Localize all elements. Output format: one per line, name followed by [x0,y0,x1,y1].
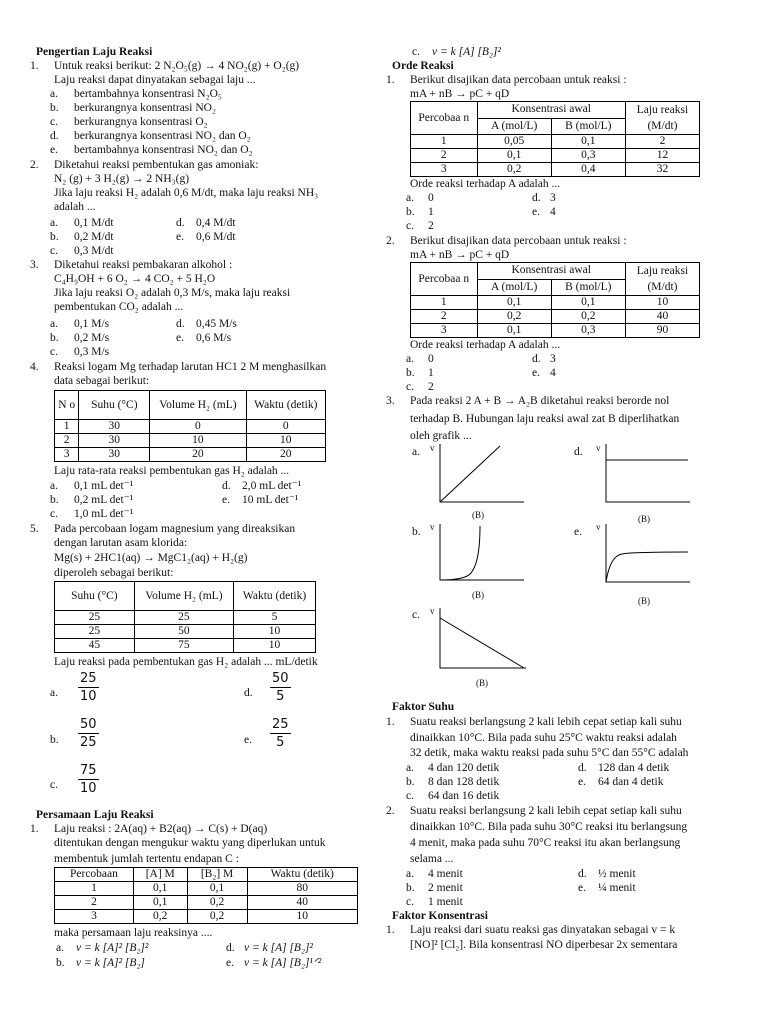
option-label: d. [176,318,185,330]
question-text: terhadap B. Hubungan laju reaksi awal zat B diperlihatkan [410,413,680,425]
table-row [411,324,700,338]
table-header: Laju reaksi (M/dt) [625,263,699,296]
data-table [54,581,316,653]
table-row [55,639,316,653]
question-text: Untuk reaksi berikut: 2 N₂O₅(g) → 4 NO₂(g) + O₂(g) [54,60,300,72]
table-row [55,882,358,896]
table-cell: 0,1 [477,324,551,338]
table-row [55,910,358,924]
section-heading: Pengertian Laju Reaksi [36,46,153,58]
question-text: Diketahui reaksi pembentukan gas amoniak: [54,159,259,171]
question-text: 4 menit, maka pada suhu 70°C reaksi itu akan berlangsung [410,837,681,849]
axis-label: v [596,443,601,453]
table-row [55,420,326,434]
option-label: e. [578,882,586,894]
table-header: Laju reaksi (M/dt) [625,102,699,135]
option-label: a. [406,868,414,880]
option-label: d. [226,942,235,954]
option-label: e. [226,957,234,969]
option-text: 128 dan 4 detik [598,762,670,774]
question-text: Laju reaksi pada pembentukan gas H₂ adalah ... mL/detik [54,656,318,668]
option-label: a. [50,88,58,100]
option-text: 1 [428,367,434,379]
option-text: 0 [428,353,434,365]
numerator: 50 [272,671,289,686]
graph-b [436,524,526,584]
question-text: Orde reaksi terhadap A adalah ... [410,339,561,351]
axis-label: (B) [472,510,484,520]
table-cell: 75 [134,639,233,653]
table-cell: 0,4 [551,163,625,177]
option-label: d. [532,192,541,204]
table-cell: 0,2 [477,310,551,324]
option-label: b. [50,102,59,114]
table-cell: 3 [55,448,79,462]
option-text: v = k [A] [B₂]² [432,46,501,58]
option-text: bertambahnya konsentrasi NO₂ dan O₂ [74,144,253,156]
table-row [55,611,316,625]
axis-label: (B) [638,514,650,524]
question-number: 1. [386,924,395,936]
question-text: Jika laju reaksi H₂ adalah 0,6 M/dt, maka laju reaksi NH₃ [54,187,319,199]
option-text: 1 [428,206,434,218]
table-cell: 32 [625,163,699,177]
table-row [411,163,700,177]
question-number: 1. [30,823,39,835]
table-header-row [55,582,316,611]
axis [606,444,690,502]
table-cell: 0,1 [187,882,247,896]
option-label: b. [56,957,65,969]
table-cell: 30 [79,420,150,434]
option-text: 4 menit [428,868,463,880]
table-header: Waktu (detik) [246,391,325,420]
option-label: c. [50,779,58,791]
section-heading: Faktor Suhu [392,701,455,713]
table-cell: 0,3 [551,149,625,163]
table-cell: 40 [247,896,357,910]
fraction-option [78,670,99,705]
question-text: Suatu reaksi berlangsung 2 kali lebih cepat setiap kali suhu [410,716,682,728]
option-text: berkurangnya konsentrasi NO₂ dan O₂ [74,130,251,142]
table-cell: 0,1 [133,882,187,896]
table-cell: 80 [247,882,357,896]
table-header: N o [55,391,79,420]
question-text: adalah ... [54,201,96,213]
option-text: 0,2 M/dt [74,231,114,243]
option-label: d. [532,353,541,365]
option-label: a. [412,446,420,458]
table-cell: 1 [411,135,478,149]
curve-line [440,446,500,502]
option-text: ½ menit [598,868,636,880]
option-label: d. [578,868,587,880]
option-label: e. [578,776,586,788]
graph-c [436,608,528,672]
data-table [410,101,700,177]
table-header: Waktu (detik) [247,868,357,882]
question-text: Laju rata-rata reaksi pembentukan gas H₂ adalah ... [54,465,290,477]
option-text: 4 [550,367,556,379]
table-cell: 2 [411,149,478,163]
option-label: b. [406,882,415,894]
denominator: 10 [80,689,97,704]
question-text: Laju reaksi dapat dinyatakan sebagai laju ... [54,74,256,86]
table-cell: 0,1 [133,896,187,910]
table-header: [A] M [133,868,187,882]
option-label: c. [50,346,58,358]
question-text: Laju reaksi : 2A(aq) + B2(aq) → C(s) + D(aq) [54,823,268,835]
table-cell: 90 [625,324,699,338]
equation: mA + nB → pC + qD [410,249,510,261]
option-label: d. [574,446,583,458]
table-header: Konsentrasi awal [477,102,625,119]
axis [440,608,526,668]
option-text: 0,3 M/dt [74,245,114,257]
question-text: dinaikkan 10°C. Bila pada suhu 25°C waktu reaksi adalah [410,732,677,744]
table-cell: 25 [55,625,135,639]
table-header-row [55,391,326,420]
question-text: selama ... [410,853,454,865]
axis-label: (B) [472,590,484,600]
graph-a [436,444,526,506]
table-cell: 0 [150,420,246,434]
equation: mA + nB → pC + qD [410,88,510,100]
table-row [55,448,326,462]
fraction-option [270,716,291,751]
option-text: 0,1 mL det⁻¹ [74,480,134,492]
option-text: berkurangnya konsentrasi NO₂ [74,102,216,114]
axis [440,444,524,502]
option-text: 0,6 M/dt [196,231,236,243]
option-text: 3 [550,353,556,365]
option-label: a. [406,192,414,204]
table-row [55,434,326,448]
question-number: 4. [30,361,39,373]
option-text: 2 menit [428,882,463,894]
graph-d [602,444,692,506]
table-row [411,149,700,163]
option-label: e. [176,332,184,344]
curve-line [440,618,524,668]
table-cell: 0,1 [551,135,625,149]
section-heading: Orde Reaksi [392,60,454,72]
table-row [55,896,358,910]
table-row [411,296,700,310]
question-text: dengan larutan asam klorida: [54,537,188,549]
denominator: 10 [80,781,97,796]
table-header: Percobaa n [411,263,478,296]
table-cell: 10 [625,296,699,310]
option-text: 0,2 mL det⁻¹ [74,494,134,506]
question-text: Jika laju reaksi O₂ adalah 0,3 M/s, maka laju reaksi [54,287,291,299]
option-text: 4 dan 120 detik [428,762,500,774]
denominator: 5 [276,689,285,704]
table-header-row [411,102,700,119]
axis-label: v [430,443,435,453]
option-label: a. [406,353,414,365]
equation: Mg(s) + 2HC1(aq) → MgC1₂(aq) + H₂(g) [54,552,248,564]
option-label: b. [50,231,59,243]
option-label: b. [406,206,415,218]
option-text: 2,0 mL det⁻¹ [242,480,302,492]
option-text: 0 [428,192,434,204]
curve-line [606,552,688,582]
table-cell: 40 [625,310,699,324]
question-text: Pada reaksi 2 A + B → A₂B diketahui reaksi berorde nol [410,395,670,407]
option-label: b. [50,494,59,506]
option-text: 1,0 mL det⁻¹ [74,508,134,520]
option-label: e. [176,231,184,243]
option-label: c. [412,609,420,621]
table-cell: 20 [150,448,246,462]
table-cell: 1 [411,296,478,310]
table-header: Percobaa n [411,102,478,135]
question-text: Berikut disajikan data percobaan untuk reaksi : [410,74,627,86]
question-text: Pada percobaan logam magnesium yang direaksikan [54,523,296,535]
question-text: dinaikkan 10°C. Bila pada suhu 30°C reaksi itu berlangsung [410,821,688,833]
table-cell: 12 [625,149,699,163]
question-number: 2. [386,805,395,817]
option-text: 2 [428,220,434,232]
table-cell: 3 [411,163,478,177]
table-cell: 3 [55,910,134,924]
curve-line [440,526,480,580]
option-label: a. [50,480,58,492]
question-number: 3. [386,395,395,407]
option-label: c. [406,790,414,802]
axis-label: v [596,522,601,532]
table-header: Konsentrasi awal [477,263,625,280]
option-text: 0,3 M/s [74,346,110,358]
option-label: e. [222,494,230,506]
table-cell: 0,1 [551,296,625,310]
option-label: b. [412,526,421,538]
option-text: 0,4 M/dt [196,217,236,229]
data-table [54,867,358,924]
option-label: e. [532,367,540,379]
data-table [410,262,700,338]
question-text: Reaksi logam Mg terhadap larutan HC1 2 M menghasilkan [54,361,327,373]
option-text: 64 dan 16 detik [428,790,500,802]
table-cell: 3 [411,324,478,338]
option-label: b. [406,367,415,379]
fraction-option [270,670,291,705]
table-header: Percobaan [55,868,134,882]
question-text: membentuk jumlah tertentu endapan C : [54,853,239,865]
option-label: c. [50,245,58,257]
table-header-row [411,263,700,280]
option-label: a. [50,318,58,330]
option-label: c. [50,116,58,128]
option-text: 0,2 M/s [74,332,110,344]
fraction-option [78,762,99,797]
table-cell: 2 [55,434,79,448]
option-label: b. [50,332,59,344]
option-text: v = k [A] [B₂]¹ᐟ² [244,957,322,969]
option-text: bertambahnya konsentrasi N₂O₅ [74,88,222,100]
denominator: 25 [80,735,97,750]
option-label: b. [50,734,59,746]
option-text: v = k [A] [B₂]² [244,942,313,954]
table-cell: 50 [134,625,233,639]
question-number: 2. [30,159,39,171]
table-cell: 30 [79,434,150,448]
axis-label: (B) [476,678,488,688]
table-cell: 0,3 [551,324,625,338]
table-header: A (mol/L) [477,279,551,296]
option-label: b. [406,776,415,788]
question-text: diperoleh sebagai berikut: [54,567,174,579]
question-text: Diketahui reaksi pembakaran alkohol : [54,259,233,271]
table-cell: 0,2 [187,896,247,910]
table-header: B (mol/L) [551,118,625,135]
option-label: c. [406,220,414,232]
table-cell: 10 [246,434,325,448]
table-row [55,625,316,639]
table-header: Volume H₂ (mL) [150,391,246,420]
option-text: 1 menit [428,896,463,908]
numerator: 25 [272,717,289,732]
table-header: A (mol/L) [477,118,551,135]
axis [440,524,524,580]
question-text: pembentukan CO₂ adalah ... [54,301,184,313]
table-cell: 0,1 [477,296,551,310]
table-cell: 2 [411,310,478,324]
equation: N₂ (g) + 3 H₂(g) → 2 NH₃(g) [54,173,190,185]
option-text: 8 dan 128 detik [428,776,500,788]
question-text: Orde reaksi terhadap A adalah ... [410,178,561,190]
table-cell: 0,2 [551,310,625,324]
table-cell: 1 [55,882,134,896]
section-heading: Persamaan Laju Reaksi [36,809,154,821]
question-number: 1. [30,60,39,72]
table-cell: 0,2 [477,163,551,177]
table-cell: 0 [246,420,325,434]
option-label: c. [406,896,414,908]
question-number: 1. [386,716,395,728]
question-text: oleh grafik ... [410,430,472,442]
numerator: 25 [80,671,97,686]
option-label: e. [244,734,252,746]
option-label: c. [50,508,58,520]
option-label: c. [406,381,414,393]
option-text: 3 [550,192,556,204]
question-text: data sebagai berikut: [54,375,150,387]
question-number: 1. [386,74,395,86]
option-text: 0,1 M/dt [74,217,114,229]
table-cell: 0,1 [477,149,551,163]
table-cell: 45 [55,639,135,653]
option-label: d. [244,687,253,699]
table-cell: 1 [55,420,79,434]
question-text: Laju reaksi dari suatu reaksi gas dinyatakan sebagai v = k [410,924,676,936]
option-text: 2 [428,381,434,393]
equation: C₄H₉OH + 6 O₂ → 4 CO₂ + 5 H₂O [54,273,216,285]
option-text: 0,1 M/s [74,318,110,330]
option-text: ¼ menit [598,882,636,894]
table-cell: 0,2 [133,910,187,924]
option-label: d. [578,762,587,774]
section-heading: Faktor Konsentrasi [392,910,488,922]
table-row [411,310,700,324]
table-header: Suhu (°C) [79,391,150,420]
table-cell: 20 [246,448,325,462]
table-cell: 2 [625,135,699,149]
option-text: v = k [A]² [B₂]² [76,942,149,954]
table-cell: 30 [79,448,150,462]
table-cell: 5 [234,611,316,625]
question-number: 5. [30,523,39,535]
option-text: v = k [A]² [B₂] [76,957,145,969]
question-text: Berikut disajikan data percobaan untuk reaksi : [410,235,627,247]
question-text: Suatu reaksi berlangsung 2 kali lebih cepat setiap kali suhu [410,805,682,817]
graph-e [602,524,692,586]
table-cell: 10 [150,434,246,448]
table-row [411,135,700,149]
table-cell: 0,2 [187,910,247,924]
numerator: 75 [80,763,97,778]
option-label: e. [532,206,540,218]
option-label: a. [56,942,64,954]
table-header: Waktu (detik) [234,582,316,611]
axis-label: v [430,522,435,532]
option-label: d. [222,480,231,492]
table-header: Volume H₂ (mL) [134,582,233,611]
table-cell: 10 [234,639,316,653]
option-text: 4 [550,206,556,218]
option-label: d. [50,130,59,142]
option-label: a. [50,217,58,229]
table-cell: 0,05 [477,135,551,149]
axis-label: (B) [638,596,650,606]
option-label: c. [412,46,420,58]
table-header: Suhu (°C) [55,582,135,611]
table-cell: 10 [247,910,357,924]
data-table [54,390,326,462]
question-text: 32 detik, maka waktu reaksi pada suhu 5°C dan 55°C adalah [410,747,689,759]
table-cell: 10 [234,625,316,639]
option-text: berkurangnya konsentrasi O₂ [74,116,208,128]
question-text: ditentukan dengan mengukur waktu yang diperlukan untuk [54,837,326,849]
axis-label: v [430,606,435,616]
numerator: 50 [80,717,97,732]
denominator: 5 [276,735,285,750]
question-text: maka persamaan laju reaksinya .... [54,927,213,939]
option-text: 0,6 M/s [196,332,232,344]
option-label: e. [50,144,58,156]
option-label: a. [406,762,414,774]
question-text: [NO]² [Cl₂]. Bila konsentrasi NO diperbesar 2x sementara [410,939,678,951]
table-cell: 2 [55,896,134,910]
option-label: e. [574,526,582,538]
question-number: 2. [386,235,395,247]
table-cell: 25 [55,611,135,625]
table-cell: 25 [134,611,233,625]
option-text: 0,45 M/s [196,318,237,330]
option-text: 64 dan 4 detik [598,776,664,788]
table-header: B (mol/L) [551,279,625,296]
fraction-option [78,716,99,751]
option-label: a. [50,687,58,699]
table-header: [B₂] M [187,868,247,882]
option-label: d. [176,217,185,229]
axis [606,524,690,582]
option-text: 10 mL det⁻¹ [242,494,299,506]
question-number: 3. [30,259,39,271]
table-header-row [55,868,358,882]
